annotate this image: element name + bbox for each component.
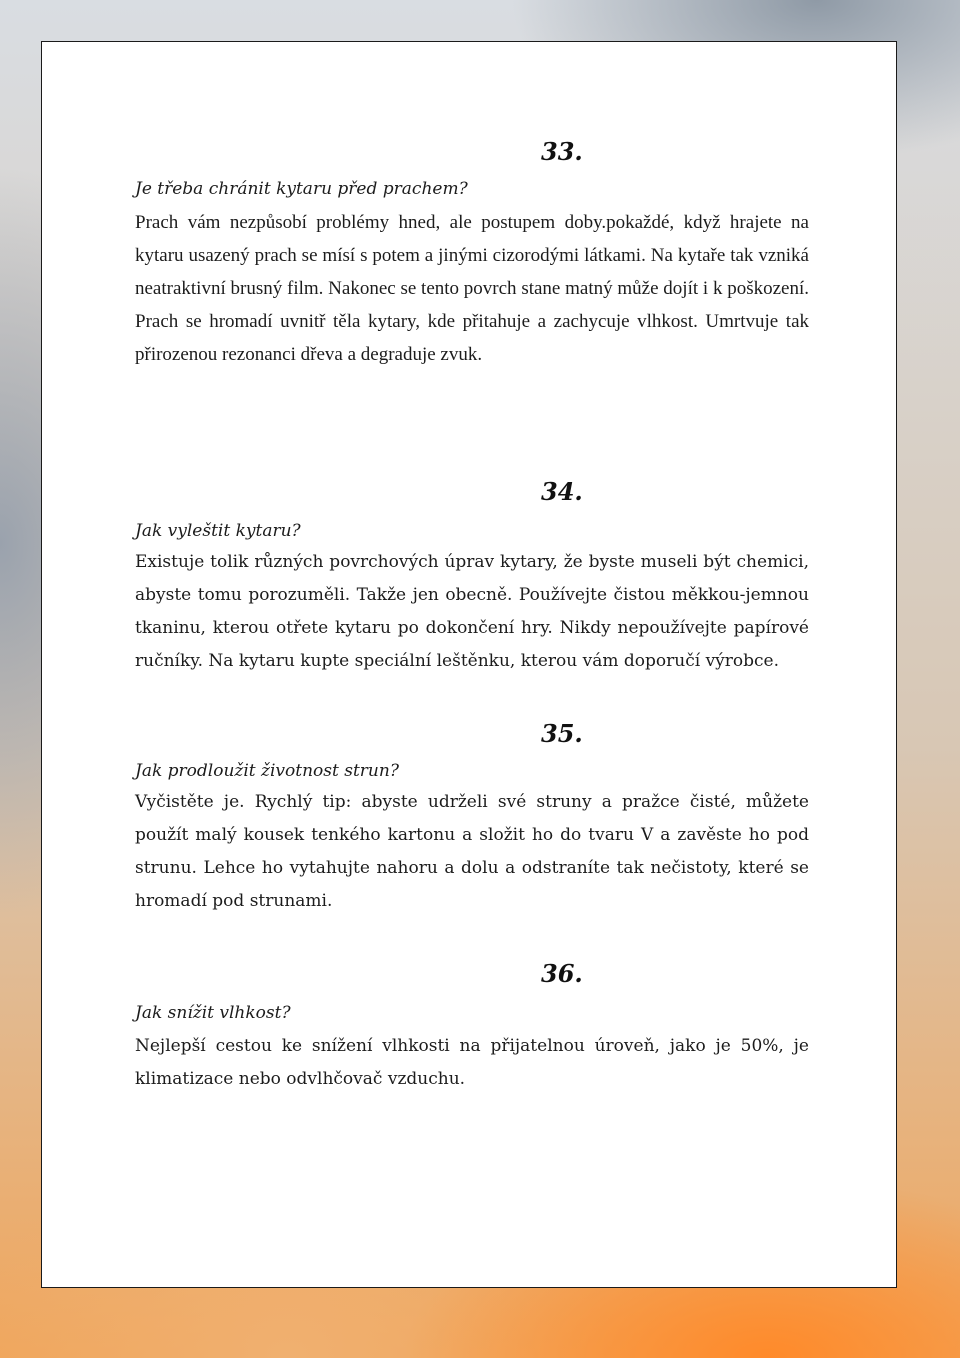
section-question: Jak prodloužit životnost strun? [135, 761, 399, 781]
section-answer: Existuje tolik různých povrchových úprav kytary, že byste museli být chemici, abyste tomu porozuměli. Takže jen obecně. Používejte čistou měkkou-jemnou tkaninu, kterou otřete kytaru po dokončení hry. Nikdy nepoužívejte papírové ručníky. Na kytaru kupte speciální leštěnku, kterou vám doporučí výrobce. [135, 552, 809, 671]
section-answer: Vyčistěte je. Rychlý tip: abyste udrželi své struny a pražce čisté, můžete použít malý kousek tenkého kartonu a složit ho do tvaru V a zavěste ho pod strunu. Lehce ho vytahujte nahoru a dolu a odstraníte tak nečistoty, které se hromadí pod strunami. [135, 792, 809, 911]
section-number: 36. [541, 959, 583, 988]
section-question: Jak snížit vlhkost? [135, 1003, 291, 1023]
section-number: 33. [541, 137, 583, 166]
section-question: Je třeba chránit kytaru před prachem? [135, 179, 468, 199]
section-number: 34. [541, 477, 583, 506]
section-question: Jak vyleštit kytaru? [135, 521, 301, 541]
section-answer: Nejlepší cestou ke snížení vlhkosti na přijatelnou úroveň, jako je 50%, je klimatizace nebo odvlhčovač vzduchu. [135, 1036, 809, 1089]
section-answer: Prach vám nezpůsobí problémy hned, ale postupem doby.pokaždé, když hrajete na kytaru usazený prach se mísí s potem a jinými cizorodými látkami. Na kytaře tak vzniká neatraktivní brusný film. Nakonec se tento povrch stane matný může dojít i k poškození. Prach se hromadí uvnitř těla kytary, kde přitahuje a zachycuje vlhkost. Umrtvuje tak přirozenou rezonanci dřeva a degraduje zvuk. [135, 212, 809, 365]
document-page [41, 41, 897, 1288]
section-number: 35. [541, 719, 583, 748]
